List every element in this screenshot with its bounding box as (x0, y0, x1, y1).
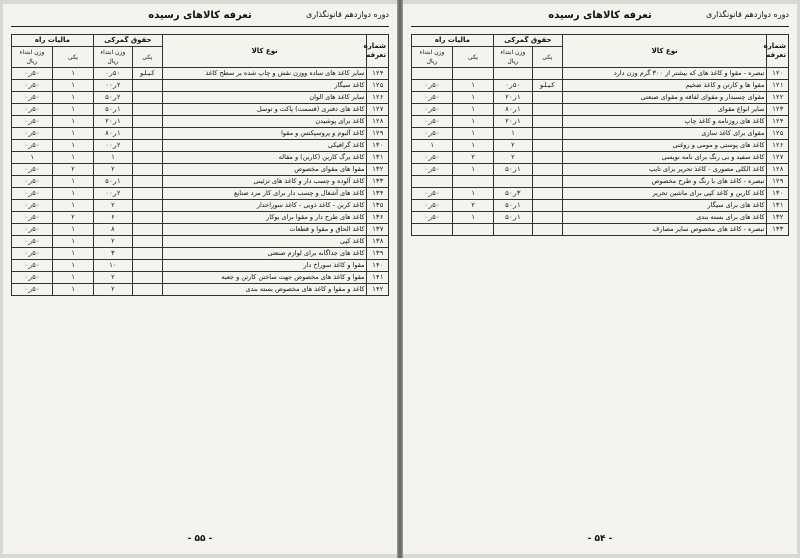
road-tax-unit-cell: ۱ (52, 140, 93, 152)
tariff-number-cell: ۱۲۳ (767, 104, 789, 116)
description-cell: سایر انواع مقوای (562, 104, 767, 116)
customs-unit-cell (132, 272, 162, 284)
table-row (12, 224, 389, 236)
table-row (12, 176, 389, 188)
table-row (412, 176, 789, 188)
customs-weight-cell: ۱ (493, 128, 532, 140)
customs-weight-cell: ۱ر۲۰ (493, 92, 532, 104)
description-cell: کاغذ الکلی مصوری - کاغذ تحریر برای تایپ (562, 164, 767, 176)
table-row (412, 224, 789, 236)
road-tax-unit-cell: ۱ (52, 200, 93, 212)
table-row (412, 212, 789, 224)
description-cell: کاغذ های برای بسته بندی (562, 212, 767, 224)
customs-weight-cell: ۲ (93, 164, 132, 176)
road-tax-weight-cell: ۵۰ر۰ (12, 128, 53, 140)
customs-unit-cell (532, 188, 562, 200)
col-tariff-no: شماره تعرفه (367, 35, 389, 68)
customs-weight-cell: ۱ر۵۰ (493, 200, 532, 212)
road-tax-weight-cell: ۵۰ر۰ (12, 236, 53, 248)
road-tax-unit-cell: ۱ (52, 224, 93, 236)
description-cell: کاغذ گرافیکی (162, 140, 367, 152)
table-row (12, 128, 389, 140)
customs-weight-cell: ۲ (493, 140, 532, 152)
description-cell: تبصره - مقوا و کاغذ های که بیشتر از ۳۰۰ گرم وزن دارد (562, 68, 767, 80)
table-row (12, 152, 389, 164)
road-tax-weight-cell: ۵۰ر۰ (12, 248, 53, 260)
customs-unit-cell (532, 212, 562, 224)
customs-unit-cell (132, 128, 162, 140)
customs-weight-cell: ۱ر۸۰ (493, 104, 532, 116)
customs-weight-cell: ۲ر۰۰ (93, 188, 132, 200)
customs-unit-cell (132, 200, 162, 212)
tariff-number-cell: ۱۳۹ (367, 248, 389, 260)
road-tax-unit-cell: ۱ (52, 260, 93, 272)
tariff-number-cell: ۱۳۳ (767, 224, 789, 236)
road-tax-unit-cell: ۱ (52, 80, 93, 92)
customs-unit-cell: کیلو (532, 80, 562, 92)
table-row (12, 260, 389, 272)
road-tax-unit-cell: ۱ (52, 116, 93, 128)
table-row (412, 80, 789, 92)
road-tax-weight-cell: ۵۰ر۰ (12, 176, 53, 188)
road-tax-weight-cell: ۵۰ر۰ (12, 272, 53, 284)
table-row (412, 152, 789, 164)
road-tax-unit-cell: ۲ (452, 152, 493, 164)
table-row (12, 116, 389, 128)
road-tax-weight-cell: ۵۰ر۰ (412, 212, 453, 224)
tariff-number-cell: ۱۳۵ (367, 200, 389, 212)
col-unit: یکی (52, 47, 93, 68)
tariff-number-cell: ۱۴۰ (367, 260, 389, 272)
customs-unit-cell: کیلو (132, 68, 162, 80)
road-tax-unit-cell: ۱ (452, 212, 493, 224)
tariff-number-cell: ۱۳۸ (367, 236, 389, 248)
table-row (412, 128, 789, 140)
road-tax-weight-cell: ۵۰ر۰ (12, 92, 53, 104)
table-row (412, 140, 789, 152)
description-cell: مقوای چسبدار و مقوای لفافه و مقوای صنعتی (562, 92, 767, 104)
customs-weight-cell: ۸ (93, 224, 132, 236)
tariff-number-cell: ۱۲۹ (767, 176, 789, 188)
road-tax-unit-cell: ۱ (52, 104, 93, 116)
table-row (412, 200, 789, 212)
col-unit: یکی (532, 47, 562, 68)
description-cell: کاغذ سفید و بی رنگ برای نامه نویسی (562, 152, 767, 164)
customs-unit-cell (532, 128, 562, 140)
table-row (412, 164, 789, 176)
road-tax-unit-cell: ۱ (452, 80, 493, 92)
tariff-number-cell: ۱۲۲ (767, 92, 789, 104)
road-tax-unit-cell (452, 176, 493, 188)
table-row (412, 92, 789, 104)
road-tax-weight-cell: ۵۰ر۰ (412, 116, 453, 128)
table-row (412, 188, 789, 200)
description-cell: کاغذ و مقوا و کاغذ های مخصوص بسته بندی (162, 284, 367, 296)
road-tax-unit-cell: ۱ (452, 140, 493, 152)
description-cell: کاغذ های جداگانه برای لوازم صنعتی (162, 248, 367, 260)
road-tax-weight-cell (412, 224, 453, 236)
table-row (12, 200, 389, 212)
road-tax-weight-cell: ۵۰ر۰ (12, 164, 53, 176)
road-tax-weight-cell: ۵۰ر۰ (12, 212, 53, 224)
description-cell: مقوا های مقوای مخصوص (162, 164, 367, 176)
road-tax-unit-cell: ۱ (52, 284, 93, 296)
page-header (411, 10, 789, 26)
customs-weight-cell: ۲ر۰۰ (93, 80, 132, 92)
table-row (12, 68, 389, 80)
description-cell: تبصره - کاغذ های با رنگ و طرح مخصوص (562, 176, 767, 188)
description-cell: کاغذ های برای سیگار (562, 200, 767, 212)
tariff-number-cell: ۱۲۵ (767, 128, 789, 140)
customs-unit-cell (132, 284, 162, 296)
page-number: - ۵۵ - (187, 534, 213, 544)
law-caption: دوره دوازدهم قانونگذاری (306, 10, 389, 19)
road-tax-unit-cell: ۱ (52, 152, 93, 164)
tariff-number-cell: ۱۴۱ (367, 272, 389, 284)
col-unit: یکی (132, 47, 162, 68)
description-cell: کاغذ های طرح دار و مقوا برای بوکار (162, 212, 367, 224)
col-group-road-tax: مالیات راه (12, 35, 94, 47)
customs-weight-cell: ۱ر۲۰ (493, 116, 532, 128)
road-tax-weight-cell: ۵۰ر۰ (412, 92, 453, 104)
customs-unit-cell (132, 164, 162, 176)
table-row (12, 80, 389, 92)
road-tax-unit-cell: ۱ (452, 188, 493, 200)
tariff-number-cell: ۱۲۷ (367, 104, 389, 116)
customs-weight-cell: ۱ر۲۰ (93, 116, 132, 128)
tariff-number-cell: ۱۳۴ (367, 188, 389, 200)
description-cell: کاغذ الحاق و مقوا و قطعات (162, 224, 367, 236)
tariff-number-cell: ۱۳۰ (767, 188, 789, 200)
col-weight: وزن ابتداء ریال (493, 47, 532, 68)
customs-weight-cell: ۲ (93, 284, 132, 296)
table-row (12, 236, 389, 248)
col-unit: یکی (452, 47, 493, 68)
table-body (12, 68, 389, 296)
road-tax-unit-cell: ۱ (52, 188, 93, 200)
road-tax-unit-cell: ۱ (52, 248, 93, 260)
customs-unit-cell (132, 188, 162, 200)
road-tax-unit-cell: ۱ (52, 236, 93, 248)
tariff-number-cell: ۱۲۰ (767, 68, 789, 80)
customs-weight-cell: ۱ر۸۰ (93, 128, 132, 140)
description-cell: سایر کاغذ های الوان (162, 92, 367, 104)
table-row (412, 104, 789, 116)
customs-weight-cell: ۲ (93, 236, 132, 248)
customs-unit-cell (532, 116, 562, 128)
page-number: - ۵۴ - (587, 534, 613, 544)
customs-weight-cell (493, 68, 532, 80)
law-caption: دوره دوازدهم قانونگذاری (706, 10, 789, 19)
description-cell: کاغذ سیگار (162, 80, 367, 92)
table-row (12, 248, 389, 260)
customs-weight-cell: ۵۰ر۰ (493, 80, 532, 92)
table-row (412, 68, 789, 80)
customs-weight-cell: ۱ر۵۰ (93, 176, 132, 188)
tariff-number-cell: ۱۲۴ (367, 68, 389, 80)
road-tax-weight-cell: ۵۰ر۰ (412, 188, 453, 200)
tariff-number-cell: ۱۲۸ (367, 116, 389, 128)
description-cell: مقوا و کاغذ های مخصوص جهت ساختن کارتن و جعبه (162, 272, 367, 284)
road-tax-unit-cell: ۱ (52, 68, 93, 80)
table-row (12, 272, 389, 284)
tariff-number-cell: ۱۲۹ (367, 128, 389, 140)
col-weight: وزن ابتداء ریال (12, 47, 53, 68)
description-cell: سایر کاغذ های ساده ووزن نقش و چاپ شده بر سطح کاغذ (162, 68, 367, 80)
tariff-number-cell: ۱۳۱ (767, 200, 789, 212)
description-cell: کاغذ کربن - کاغذ ذوبی - کاغذ سوراخدار (162, 200, 367, 212)
customs-unit-cell (532, 224, 562, 236)
left-page (3, 4, 397, 554)
tariff-number-cell: ۱۳۷ (367, 224, 389, 236)
road-tax-unit-cell: ۱ (52, 92, 93, 104)
col-description: نوع کالا (562, 35, 767, 68)
road-tax-weight-cell: ۵۰ر۰ (12, 224, 53, 236)
col-tariff-no: شماره تعرفه (767, 35, 789, 68)
road-tax-unit-cell: ۱ (452, 164, 493, 176)
road-tax-weight-cell: ۵۰ر۰ (412, 164, 453, 176)
description-cell: کاغذ های پوستی و مومی و روغنی (562, 140, 767, 152)
road-tax-weight-cell: ۵۰ر۰ (12, 68, 53, 80)
tariff-number-cell: ۱۳۲ (367, 164, 389, 176)
road-tax-weight-cell: ۵۰ر۰ (12, 140, 53, 152)
tariff-number-cell: ۱۳۰ (367, 140, 389, 152)
customs-unit-cell (132, 140, 162, 152)
road-tax-weight-cell (412, 176, 453, 188)
description-cell: مقوای برای کاغذ سازی (562, 128, 767, 140)
customs-weight-cell: ۱ (93, 152, 132, 164)
tariff-number-cell: ۱۲۸ (767, 164, 789, 176)
description-cell: مقوا ها و کارتن و کاغذ ضخیم (562, 80, 767, 92)
customs-weight-cell: ۳ (93, 248, 132, 260)
tariff-table (411, 34, 789, 236)
page-title: تعرفه کالاهای رسیده (548, 10, 652, 21)
customs-unit-cell (532, 140, 562, 152)
customs-unit-cell (532, 176, 562, 188)
customs-unit-cell (132, 152, 162, 164)
description-cell: کاغذ کاربن و کاغذ کپی برای ماشین تحریر (562, 188, 767, 200)
table-row (12, 188, 389, 200)
road-tax-unit-cell: ۱ (52, 176, 93, 188)
customs-weight-cell: ۵۰ر۰ (93, 68, 132, 80)
description-cell: کاغذ برگ کاربن (کاربن) و مقاله (162, 152, 367, 164)
description-cell: کاغذ های روزنامه و کاغذ چاپ (562, 116, 767, 128)
customs-unit-cell (132, 260, 162, 272)
description-cell: تبصره - کاغذ های مخصوص سایر مصارف (562, 224, 767, 236)
road-tax-unit-cell: ۲ (52, 164, 93, 176)
customs-weight-cell: ۲ (93, 200, 132, 212)
customs-weight-cell: ۲ (93, 272, 132, 284)
table-body (412, 68, 789, 236)
customs-unit-cell (132, 236, 162, 248)
table-row (12, 104, 389, 116)
tariff-number-cell: ۱۳۲ (767, 212, 789, 224)
customs-unit-cell (532, 164, 562, 176)
road-tax-unit-cell: ۱ (52, 128, 93, 140)
customs-weight-cell: ۲ر۰۰ (93, 140, 132, 152)
road-tax-weight-cell (412, 68, 453, 80)
customs-unit-cell (132, 212, 162, 224)
description-cell: مقوا و کاغذ سوراخ دار (162, 260, 367, 272)
road-tax-weight-cell: ۵۰ر۰ (12, 284, 53, 296)
customs-unit-cell (532, 92, 562, 104)
col-group-customs: حقوق گمرکی (93, 35, 162, 47)
customs-unit-cell (532, 68, 562, 80)
road-tax-weight-cell: ۵۰ر۰ (412, 152, 453, 164)
customs-unit-cell (132, 92, 162, 104)
header-rule (11, 26, 389, 27)
right-page (403, 4, 797, 554)
header-rule (411, 26, 789, 27)
tariff-number-cell: ۱۴۲ (367, 284, 389, 296)
table-row (12, 92, 389, 104)
tariff-number-cell: ۱۳۶ (367, 212, 389, 224)
tariff-table (11, 34, 389, 296)
table-row (412, 116, 789, 128)
customs-weight-cell: ۱ر۵۰ (493, 164, 532, 176)
customs-unit-cell (532, 200, 562, 212)
road-tax-unit-cell (452, 68, 493, 80)
road-tax-unit-cell: ۲ (452, 200, 493, 212)
road-tax-weight-cell: ۵۰ر۰ (412, 80, 453, 92)
customs-unit-cell (132, 116, 162, 128)
table-row (12, 140, 389, 152)
description-cell: کاغذ آلبوم و پروسپکتس و مقوا (162, 128, 367, 140)
customs-unit-cell (132, 80, 162, 92)
customs-unit-cell (532, 152, 562, 164)
table-row (12, 164, 389, 176)
description-cell: کاغذ آلوده و چسب دار و کاغذ های تزئینی (162, 176, 367, 188)
road-tax-weight-cell: ۵۰ر۰ (12, 80, 53, 92)
customs-weight-cell: ۱۰ (93, 260, 132, 272)
road-tax-weight-cell: ۵۰ر۰ (412, 104, 453, 116)
tariff-number-cell: ۱۲۶ (767, 140, 789, 152)
road-tax-weight-cell: ۵۰ر۰ (412, 128, 453, 140)
road-tax-unit-cell: ۱ (452, 128, 493, 140)
road-tax-weight-cell: ۵۰ر۰ (12, 188, 53, 200)
road-tax-weight-cell: ۵۰ر۰ (12, 116, 53, 128)
description-cell: کاغذ کپی (162, 236, 367, 248)
tariff-number-cell: ۱۳۱ (367, 152, 389, 164)
customs-weight-cell: ۱ر۵۰ (93, 104, 132, 116)
page-title: تعرفه کالاهای رسیده (148, 10, 252, 21)
customs-weight-cell: ۱ر۵۰ (493, 212, 532, 224)
tariff-number-cell: ۱۲۱ (767, 80, 789, 92)
col-weight: وزن ابتداء ریال (412, 47, 453, 68)
road-tax-weight-cell: ۱ (12, 152, 53, 164)
table-row (12, 212, 389, 224)
customs-weight-cell: ۲ (493, 152, 532, 164)
description-cell: کاغذ های آشغال و چسب دار برای کار مرد صنایع (162, 188, 367, 200)
customs-unit-cell (532, 104, 562, 116)
tariff-number-cell: ۱۲۴ (767, 116, 789, 128)
page-header (11, 10, 389, 26)
road-tax-weight-cell: ۵۰ر۰ (12, 200, 53, 212)
description-cell: کاغذ برای پوشیدن (162, 116, 367, 128)
road-tax-unit-cell (452, 224, 493, 236)
table-row (12, 284, 389, 296)
col-weight: وزن ابتداء ریال (93, 47, 132, 68)
customs-weight-cell (493, 224, 532, 236)
customs-weight-cell: ۳ر۵۰ (493, 188, 532, 200)
road-tax-weight-cell: ۱ (412, 140, 453, 152)
road-tax-weight-cell: ۵۰ر۰ (12, 104, 53, 116)
road-tax-weight-cell: ۵۰ر۰ (412, 200, 453, 212)
customs-weight-cell (493, 176, 532, 188)
customs-unit-cell (132, 176, 162, 188)
tariff-number-cell: ۱۲۶ (367, 92, 389, 104)
col-description: نوع کالا (162, 35, 367, 68)
road-tax-unit-cell: ۲ (52, 212, 93, 224)
tariff-number-cell: ۱۲۷ (767, 152, 789, 164)
customs-weight-cell: ۲ر۵۰ (93, 92, 132, 104)
customs-unit-cell (132, 248, 162, 260)
description-cell: کاغذ های دفتری (قسمت) پاکت و توسل (162, 104, 367, 116)
customs-weight-cell: ۶ (93, 212, 132, 224)
road-tax-unit-cell: ۱ (452, 116, 493, 128)
tariff-number-cell: ۱۳۳ (367, 176, 389, 188)
road-tax-weight-cell: ۵۰ر۰ (12, 260, 53, 272)
tariff-number-cell: ۱۲۵ (367, 80, 389, 92)
col-group-road-tax: مالیات راه (412, 35, 494, 47)
customs-unit-cell (132, 224, 162, 236)
col-group-customs: حقوق گمرکی (493, 35, 562, 47)
road-tax-unit-cell: ۱ (452, 104, 493, 116)
road-tax-unit-cell: ۱ (52, 272, 93, 284)
customs-unit-cell (132, 104, 162, 116)
road-tax-unit-cell: ۱ (452, 92, 493, 104)
